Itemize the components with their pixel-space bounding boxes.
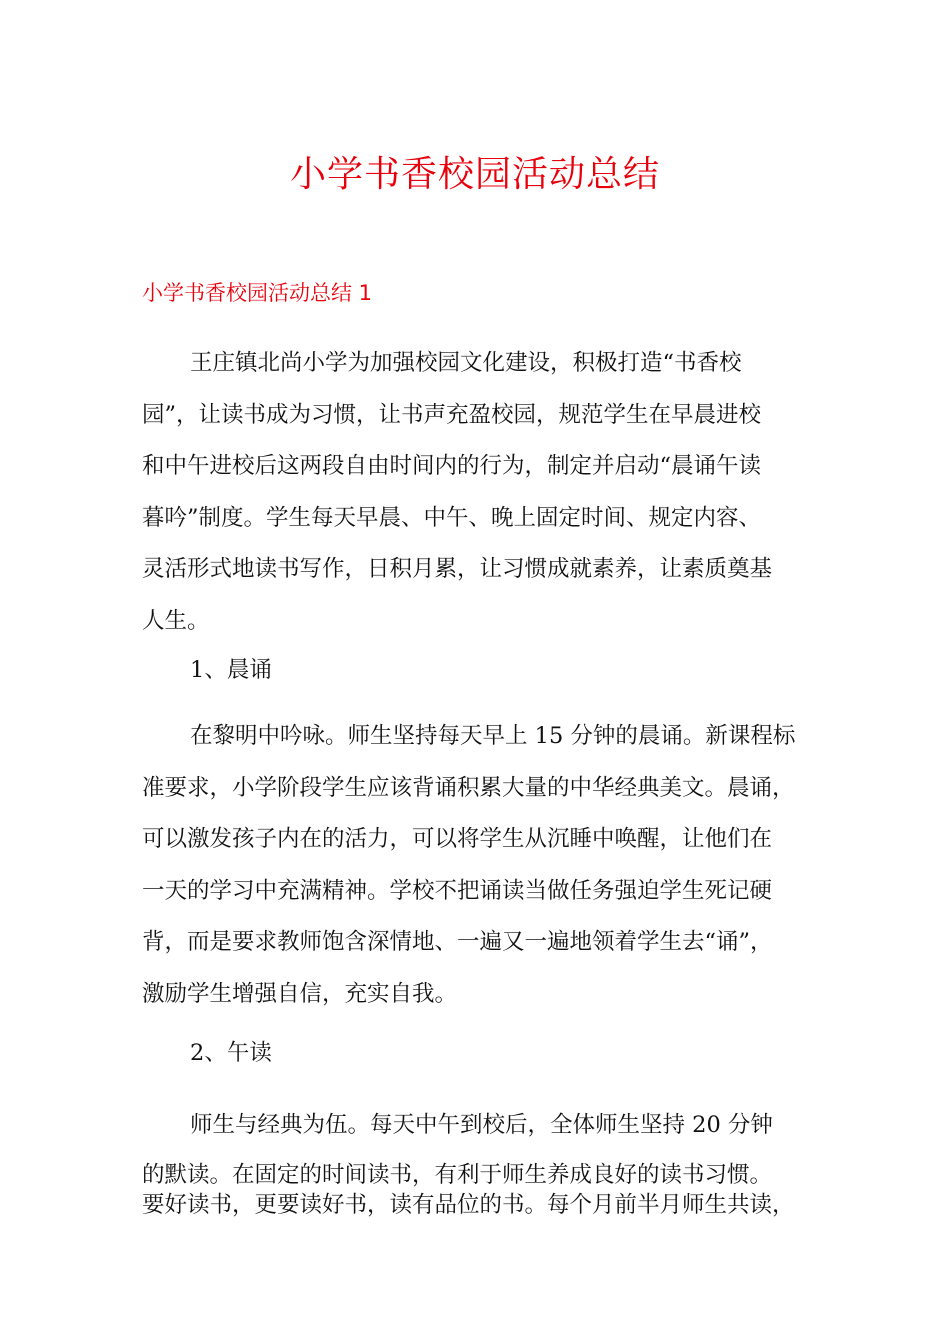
paragraph-line: 一天的学习中充满精神。学校不把诵读当做任务强迫学生死记硬: [142, 877, 773, 904]
paragraph-line: 园”，让读书成为习惯，让书声充盈校园，规范学生在早晨进校: [142, 401, 762, 428]
paragraph-line: 王庄镇北尚小学为加强校园文化建设，积极打造“书香校: [190, 350, 742, 376]
item-heading-morning: 1、晨诵: [190, 657, 272, 683]
noon-paragraph: [142, 1160, 810, 1220]
item-heading-noon: 2、午读: [190, 1040, 272, 1066]
noon-paragraph-first: [142, 1100, 810, 1152]
paragraph-line: 人生。: [142, 607, 210, 634]
document-title: 小学书香校园活动总结: [289, 154, 660, 195]
section-heading: 小学书香校园活动总结 1: [142, 281, 373, 305]
paragraph-line: 在黎明中吟咏。师生坚持每天早上 15 分钟的晨诵。新课程标: [190, 723, 796, 749]
paragraph-line: 准要求，小学阶段学生应该背诵积累大量的中华经典美文。晨诵，: [142, 774, 795, 801]
paragraph-line: 和中午进校后这两段自由时间内的行为，制定并启动“晨诵午读: [142, 453, 762, 479]
paragraph-line: 师生与经典为伍。每天中午到校后，全体师生坚持 20 分钟: [190, 1112, 773, 1138]
paragraph-line: 要好读书，更要读好书，读有品位的书。每个月前半月师生共读，: [142, 1192, 795, 1218]
paragraph-line: 可以激发孩子内在的活力，可以将学生从沉睡中唤醒，让他们在: [142, 826, 773, 852]
paragraph-line: 背，而是要求教师饱含深情地、一遍又一遍地领着学生去“诵”，: [142, 929, 773, 955]
intro-paragraph: [142, 338, 810, 647]
paragraph-line: 激励学生增强自信，充实自我。: [142, 980, 458, 1007]
morning-paragraph: [142, 711, 810, 1020]
paragraph-line: 暮吟”制度。学生每天早晨、中午、晚上固定时间、规定内容、: [142, 504, 762, 531]
paragraph-line: 灵活形式地读书写作，日积月累，让习惯成就素养，让素质奠基: [142, 556, 773, 582]
paragraph-line: 的默读。在固定的时间读书，有利于师生养成良好的读书习惯。: [142, 1162, 773, 1188]
